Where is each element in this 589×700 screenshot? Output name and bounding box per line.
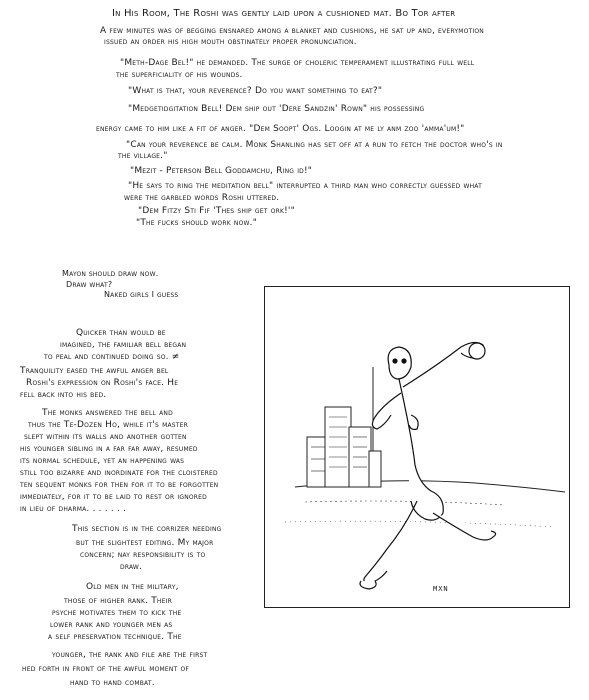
- line-13: were the garbled words Roshi uttered.: [124, 193, 280, 203]
- left-line-13: ten sequent monks for then for it to be forgotten: [20, 480, 219, 490]
- left-line-2: imagined, the familiar bell began: [60, 340, 187, 350]
- left-line-7: The monks answered the bell and: [42, 408, 173, 418]
- left-line-6: fell back into his bed.: [20, 390, 107, 400]
- left-line-24: a self preservation technique. The: [48, 632, 182, 642]
- left-line-4: Tranquility eased the awful anger bel: [20, 366, 169, 376]
- city-buildings: [307, 367, 381, 487]
- line-2: A few minutes was of begging ensnared among a blanket and cushions, he sat up and, everymotion: [100, 26, 484, 36]
- left-line-23: lower rank and younger men as: [50, 620, 173, 630]
- left-line-8: thus the Te-Dozen Ho, while it's master: [28, 420, 189, 430]
- left-line-25: younger, the rank and file are the first: [52, 650, 208, 660]
- line-5: the superficiality of his wounds.: [116, 70, 243, 80]
- left-line-27: hand to hand combat.: [70, 678, 155, 688]
- left-line-3: to peal and continued doing so. ≠: [44, 352, 180, 362]
- left-line-20: Old men in the military,: [86, 582, 179, 592]
- running-figure-illustration: [265, 287, 569, 607]
- left-line-18: concern; nay responsibility is to: [80, 550, 206, 560]
- left-line-22: psyche motivates them to kick the: [52, 608, 182, 618]
- left-line-1: Quicker than would be: [76, 328, 166, 338]
- artist-signature: MXN: [433, 585, 449, 593]
- left-line-17: but the slightest editing. My major: [76, 538, 214, 548]
- line-10: the village.": [118, 151, 168, 161]
- left-line-26: hed forth in front of the awful moment of: [22, 664, 190, 674]
- left-line-15: in lieu of dharma. . . . . . .: [20, 504, 127, 514]
- line-6: "What is that, your reverence? Do you want something to eat?": [128, 86, 383, 96]
- left-line-10: his younger sibling in a far far away, resumed: [20, 444, 198, 454]
- line-8: energy came to him like a fit of anger. "Dem Soopt' Ogs. Loogin at me ly anm zoo 'amma'um!": [96, 124, 465, 134]
- line-3: issued an order his high mouth obstinately proper pronunciation.: [104, 37, 357, 47]
- illustration-frame: [264, 286, 570, 608]
- line-1: In His Room, The Roshi was gently laid upon a cushioned mat. Bo Tor after: [112, 8, 456, 19]
- line-9: "Can your reverence be calm. Monk Shanling has set off at a run to fetch the doctor who's in: [126, 140, 503, 150]
- left-line-5: Roshi's expression on Roshi's face. He: [26, 378, 179, 388]
- line-11: "Mezit - Peterson Bell Goddamchu, Ring id!": [130, 166, 313, 176]
- line-14: "Dem Fitzy Sti Fif 'Thes ship get ork!'": [138, 206, 295, 216]
- left-line-16: This section is in the corrizer needing: [72, 524, 222, 534]
- mid-note-line-3: Naked girls I guess: [104, 290, 179, 299]
- mid-note-line-2: Draw what?: [66, 280, 113, 289]
- left-line-19: draw.: [120, 562, 143, 572]
- left-line-9: slept within its walls and another gotten: [24, 432, 187, 442]
- line-15: "The fucks should work now.": [136, 218, 258, 228]
- left-line-12: still too bizarre and inordinate for the cloistered: [20, 468, 218, 478]
- mid-note-line-1: Mayon should draw now.: [62, 269, 159, 278]
- line-12: "He says to ring the meditation bell" interrupted a third man who correctly guessed what: [128, 181, 483, 191]
- line-7: "Medgetidgitation Bell! Dem ship out 'Dere Sandzin' Rown" his possessing: [128, 104, 425, 114]
- left-line-21: those of higher rank. Their: [64, 596, 172, 606]
- left-line-11: its normal schedule, yet an happening was: [20, 456, 185, 466]
- line-4: "Meth-Dage Bel!" he demanded. The surge of choleric temperament illustrating full well: [120, 58, 475, 68]
- left-line-14: immediately, for it to be laid to rest or ignored: [20, 492, 207, 502]
